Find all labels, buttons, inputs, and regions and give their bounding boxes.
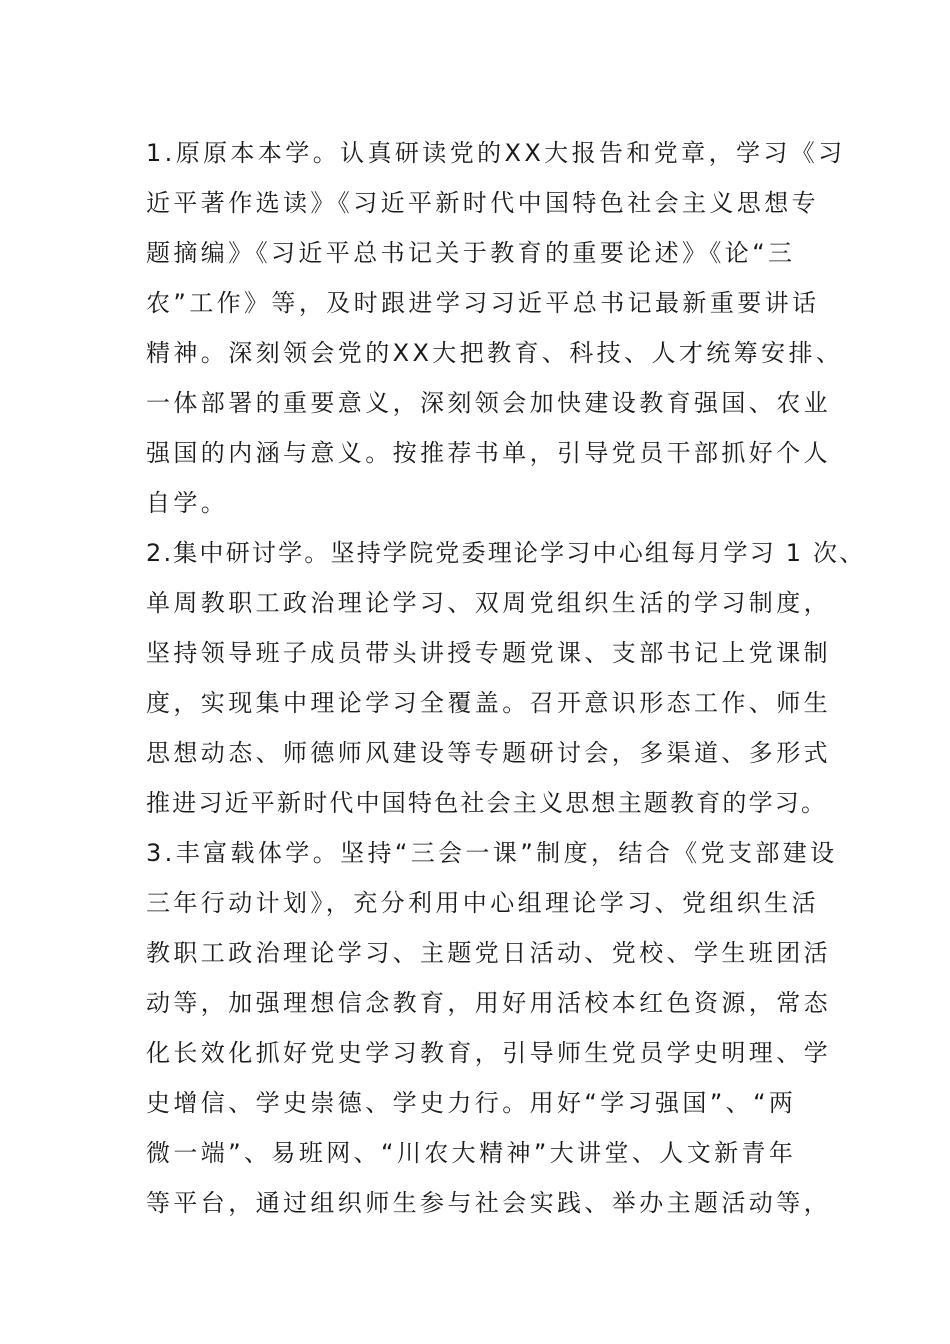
text-line: 动等，加强理想信念教育，用好用活校本红色资源，常态: [146, 989, 831, 1017]
text-line: 史增信、学史崇德、学史力行。用好“学习强国”、“两: [146, 1089, 797, 1117]
document-body: [146, 128, 866, 1228]
text-line: 推进习近平新时代中国特色社会主义思想主题教育的学习。: [146, 789, 828, 817]
text-line: 农”工作》等，及时跟进学习习近平总书记最新重要讲话: [146, 289, 820, 317]
text-line: 精神。深刻领会党的XX大把教育、科技、人才统筹安排、: [146, 339, 844, 367]
paragraph-3: [146, 828, 836, 1228]
paragraph-2: [146, 528, 866, 828]
paragraph-1: [146, 128, 846, 528]
text-line: 强国的内涵与意义。按推荐书单，引导党员干部抓好个人: [146, 439, 831, 467]
text-line: 坚持领导班子成员带头讲授专题党课、支部书记上党课制: [146, 639, 831, 667]
text-line: 单周教职工政治理论学习、双周党组织生活的学习制度，: [146, 589, 831, 617]
text-line: 2.集中研讨学。坚持学院党委理论学习中心组每月学习 1 次、: [146, 539, 866, 567]
text-line: 度，实现集中理论学习全覆盖。召开意识形态工作、师生: [146, 689, 831, 717]
text-line: 三年行动计划》，充分利用中心组理论学习、党组织生活: [146, 889, 819, 917]
text-line: 近平著作选读》《习近平新时代中国特色社会主义思想专: [146, 189, 819, 217]
text-line: 3.丰富载体学。坚持“三会一课”制度，结合《党支部建设: [146, 839, 838, 867]
text-line: 思想动态、师德师风建设等专题研讨会，多渠道、多形式: [146, 739, 831, 767]
text-line: 一体部署的重要意义，深刻领会加快建设教育强国、农业: [146, 389, 831, 417]
text-line: 化长效化抓好党史学习教育，引导师生党员学史明理、学: [146, 1039, 831, 1067]
text-line: 题摘编》《习近平总书记关于教育的重要论述》《论“三: [146, 239, 796, 267]
text-line: 教职工政治理论学习、主题党日活动、党校、学生班团活: [146, 939, 831, 967]
text-line: 微一端”、易班网、“川农大精神”大讲堂、人文新青年: [146, 1139, 797, 1167]
text-line: 自学。: [146, 489, 229, 517]
text-line: 等平台，通过组织师生参与社会实践、举办主题活动等，: [146, 1189, 831, 1217]
text-line: 1.原原本本学。认真研读党的XX大报告和党章，学习《习: [146, 139, 846, 167]
